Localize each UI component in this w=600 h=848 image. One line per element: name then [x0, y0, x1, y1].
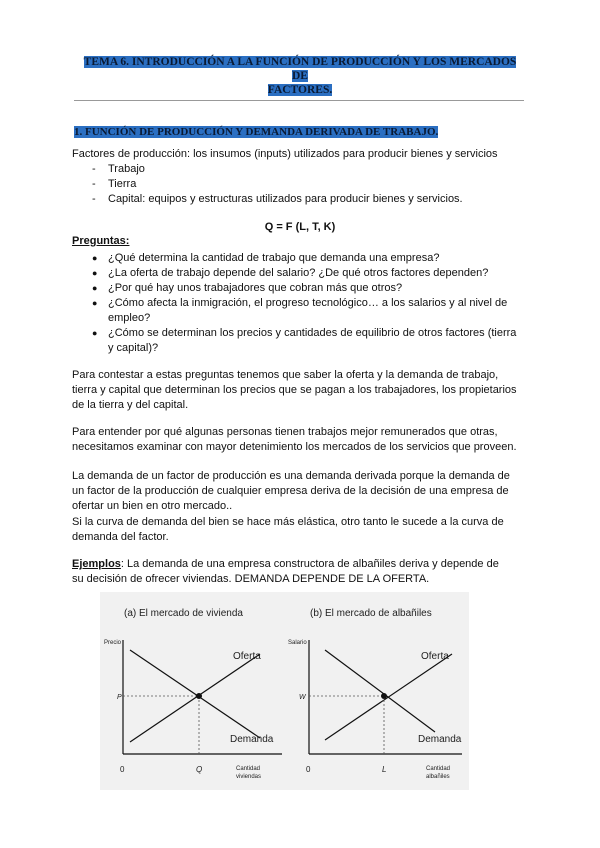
paragraph: Para contestar a estas preguntas tenemos que saber la oferta y la demanda de trabajo, tierra y capital que determinan los precios que se pagan a los trabajadores, los propietarios de la tierra y del capital.: [72, 369, 517, 412]
section-heading: [74, 126, 438, 138]
panel-a-xlabel-2: viviendas: [236, 774, 262, 780]
factor-label: Capital: equipos y estructuras utilizados para producir bienes y servicios.: [108, 193, 463, 205]
panel-b-supply-label: Oferta: [421, 651, 449, 662]
panel-a-xlabel-1: Cantidad: [236, 766, 261, 772]
factor-label: Trabajo: [108, 163, 145, 175]
example-label: Ejemplos: [72, 558, 121, 570]
title-line-2: FACTORES.: [267, 84, 333, 96]
panel-a-origin: 0: [120, 765, 125, 774]
panel-b-title: (b) El mercado de albañiles: [310, 608, 432, 619]
panel-b-eq-y-label: W: [299, 694, 306, 701]
section-heading-text: 1. FUNCIÓN DE PRODUCCIÓN Y DEMANDA DERIVADA DE TRABAJO.: [74, 126, 439, 138]
panel-a-demand-curve: [130, 650, 260, 738]
panel-a-supply-curve: [130, 654, 260, 742]
panel-b-demand-label: Demanda: [418, 734, 462, 745]
panel-a-eq-x-label: Q: [196, 765, 203, 774]
question-text: ¿Cómo afecta la inmigración, el progreso tecnológico… a los salarios y al nivel de: [108, 297, 508, 309]
panel-a-title: (a) El mercado de vivienda: [124, 608, 243, 619]
question-continuation: empleo?: [108, 312, 151, 324]
panel-a-eq-y-label: P: [117, 694, 122, 701]
panel-a-supply-label: Oferta: [233, 651, 261, 662]
question-text: ¿La oferta de trabajo depende del salario? ¿De qué otros factores dependen?: [108, 267, 489, 279]
panel-b-demand-curve: [325, 650, 435, 732]
panel-b-equilibrium-point: [381, 693, 387, 699]
paragraph: Para entender por qué algunas personas tienen trabajos mejor remunerados que otras, necesitamos examinar con mayor detenimiento los mercados de los servicios que proveen.: [72, 426, 517, 454]
panel-b-ylabel: Salario: [288, 640, 307, 646]
panel-a-ylabel: Precio: [104, 640, 122, 646]
production-formula: Q = F (L, T, K): [264, 221, 336, 233]
panel-b-eq-x-label: L: [382, 765, 387, 774]
question-text: ¿Por qué hay unos trabajadores que cobran más que otros?: [108, 282, 403, 294]
factors-intro: Factores de producción: los insumos (inputs) utilizados para producir bienes y servicios: [72, 148, 498, 160]
panel-b-xlabel-1: Cantidad: [426, 766, 451, 772]
panel-b-xlabel-2: albañiles: [426, 774, 450, 780]
question-continuation: y capital)?: [108, 342, 159, 354]
divider: [74, 100, 524, 101]
panel-a-equilibrium-point: [196, 693, 202, 699]
question-text: ¿Cómo se determinan los precios y cantidades de equilibrio de otros factores (tierra: [108, 327, 517, 339]
paragraph: La demanda de un factor de producción es una demanda derivada porque la demanda de un factor de la producción de cualquier empresa deriva de la decisión de una empresa de ofertar un bien en otro mercado.. Si la curva de demanda del bien se hace más elástica, otro tanto le sucede a la curva de demanda del factor.: [72, 470, 510, 543]
panel-b-origin: 0: [306, 765, 311, 774]
question-text: ¿Qué determina la cantidad de trabajo que demanda una empresa?: [108, 252, 440, 264]
title-line-1: TEMA 6. INTRODUCCIÓN A LA FUNCIÓN DE PRODUCCIÓN Y LOS MERCADOS DE: [83, 56, 517, 82]
panel-a-demand-label: Demanda: [230, 734, 274, 745]
questions-heading: Preguntas:: [72, 235, 130, 247]
supply-demand-figure: [100, 592, 469, 790]
factor-label: Tierra: [108, 178, 137, 190]
example-paragraph: Ejemplos: La demanda de una empresa constructora de albañiles deriva y depende de su decisión de ofrecer viviendas. DEMANDA DEPENDE DE LA OFERTA.: [72, 558, 499, 586]
page-title: [78, 55, 522, 97]
